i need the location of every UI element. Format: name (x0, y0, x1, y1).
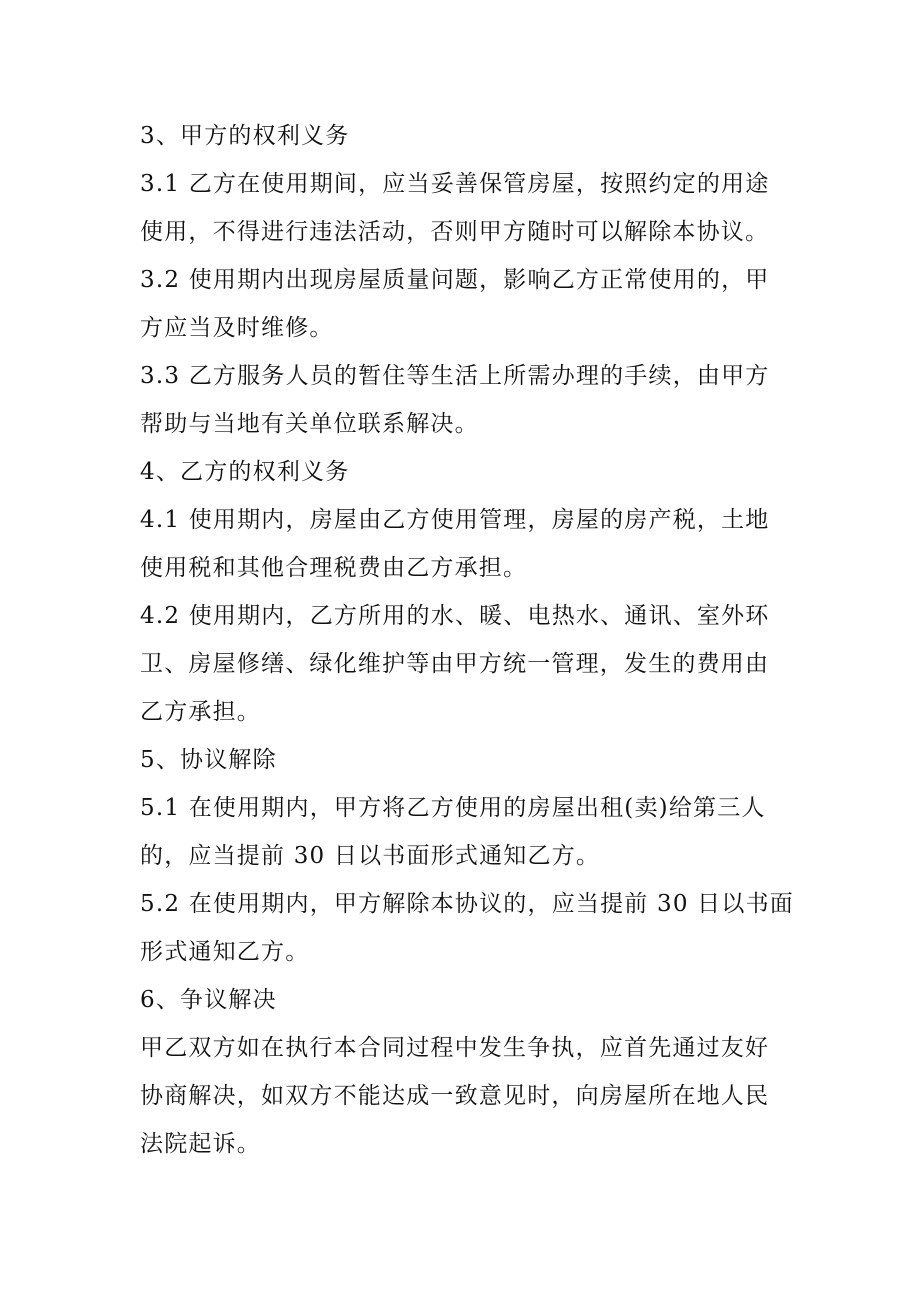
clause-3-1-line-2: 使用，不得进行违法活动，否则甲方随时可以解除本协议。 (140, 219, 770, 245)
clause-3-2-line-1: 3.2 使用期内出现房屋质量问题，影响乙方正常使用的，甲 (140, 267, 770, 293)
clause-3-3-line-1: 3.3 乙方服务人员的暂住等生活上所需办理的手续，由甲方 (140, 363, 770, 389)
clause-5-2-line-2: 形式通知乙方。 (140, 939, 310, 965)
clause-4-1-line-1: 4.1 使用期内，房屋由乙方使用管理，房屋的房产税，土地 (140, 507, 770, 533)
heading-dispute-resolution: 6、争议解决 (140, 987, 277, 1013)
heading-party-b-rights: 4、乙方的权利义务 (140, 459, 350, 485)
clause-4-2-line-2: 卫、房屋修缮、绿化维护等由甲方统一管理，发生的费用由 (140, 651, 770, 677)
clause-3-3-line-2: 帮助与当地有关单位联系解决。 (140, 411, 479, 437)
clause-5-1-line-1: 5.1 在使用期内，甲方将乙方使用的房屋出租(卖)给第三人 (140, 795, 766, 821)
clause-4-2-line-3: 乙方承担。 (140, 699, 261, 725)
clause-3-2-line-2: 方应当及时维修。 (140, 315, 334, 341)
dispute-paragraph-line-2: 协商解决，如双方不能达成一致意见时，向房屋所在地人民 (140, 1083, 770, 1109)
clause-4-2-line-1: 4.2 使用期内，乙方所用的水、暖、电热水、通讯、室外环 (140, 603, 770, 629)
dispute-paragraph-line-1: 甲乙双方如在执行本合同过程中发生争执，应首先通过友好 (140, 1035, 770, 1061)
clause-4-1-line-2: 使用税和其他合理税费由乙方承担。 (140, 555, 528, 581)
dispute-paragraph-line-3: 法院起诉。 (140, 1131, 261, 1157)
clause-3-1-line-1: 3.1 乙方在使用期间，应当妥善保管房屋，按照约定的用途 (140, 171, 770, 197)
heading-party-a-rights: 3、甲方的权利义务 (140, 123, 350, 149)
clause-5-2-line-1: 5.2 在使用期内，甲方解除本协议的，应当提前 30 日以书面 (140, 891, 794, 917)
clause-5-1-line-2: 的，应当提前 30 日以书面形式通知乙方。 (140, 843, 601, 869)
heading-termination: 5、协议解除 (140, 747, 277, 773)
